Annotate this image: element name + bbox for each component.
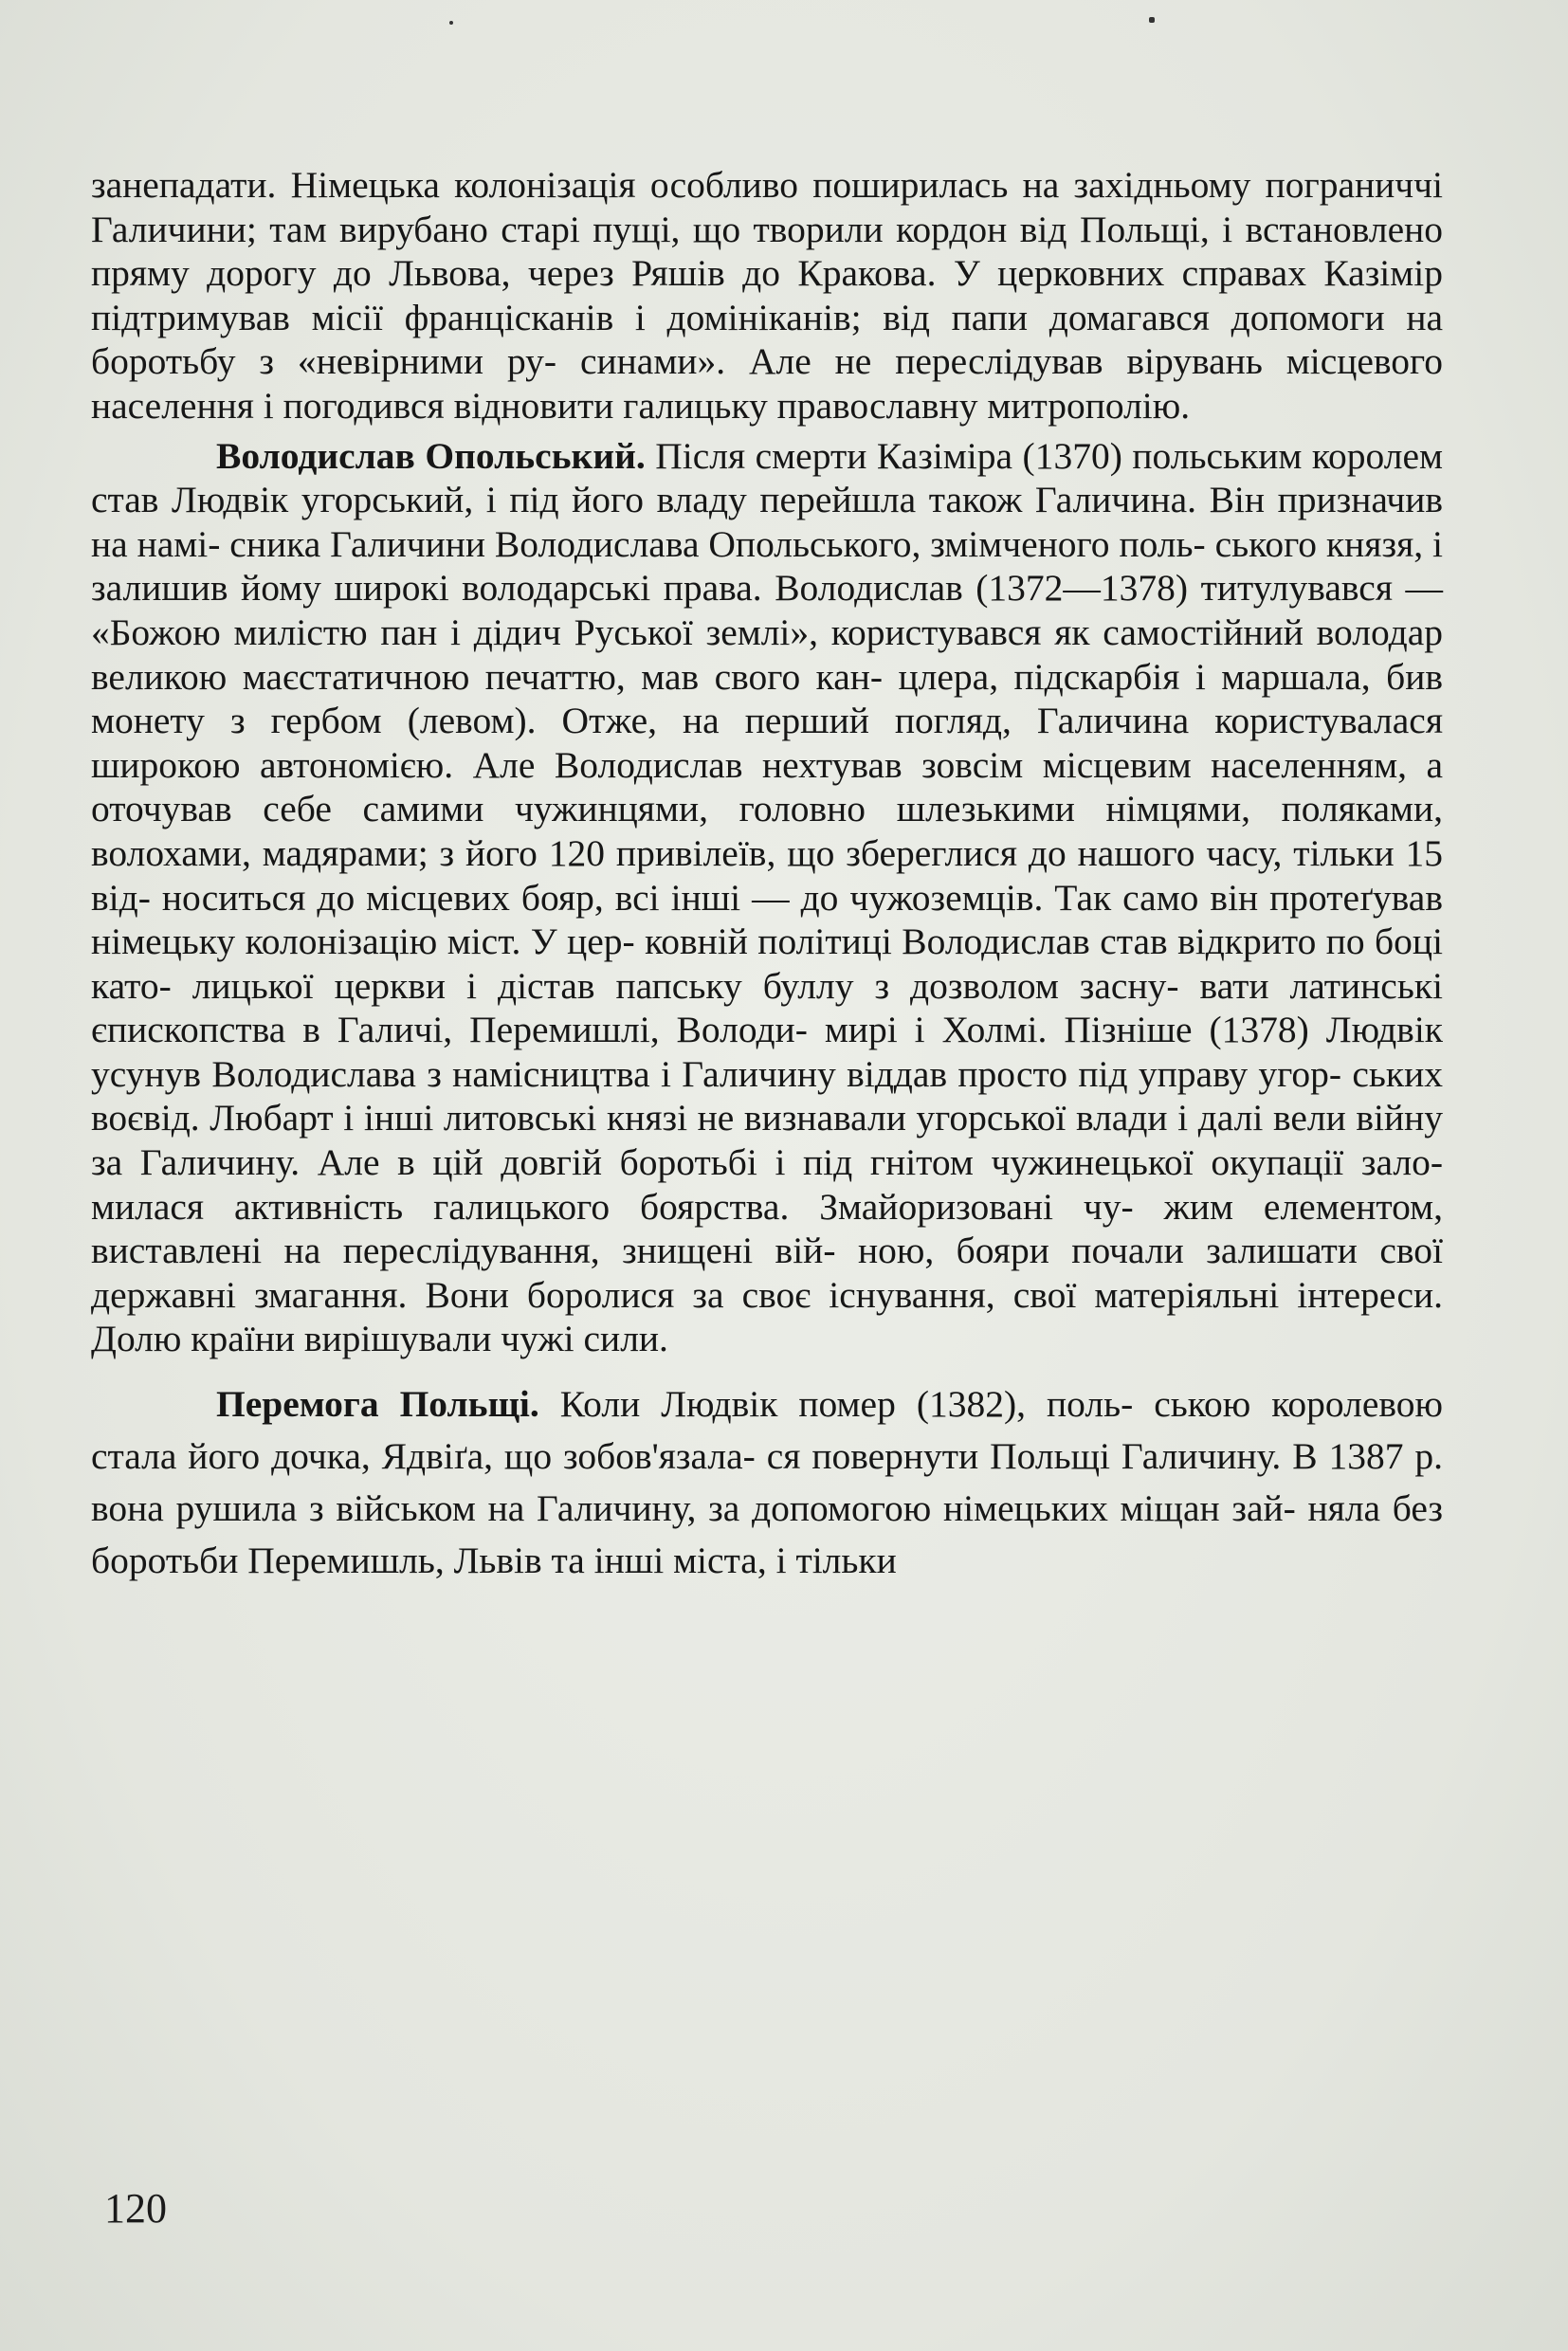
- paragraph-volodyslav: [91, 434, 1443, 1361]
- body-text: [91, 163, 1443, 1587]
- scan-speck: [1149, 17, 1155, 23]
- paragraph-body: Після смерти Казіміра (1370) польським королем став Людвік угорський, і під його владу перейшла також Галичина. Він призначив на намі- сника Галичини Володислава Опольського, змімченого поль- ського князя, і залишив йому широкі володарські права. Володислав (1372—1378) титулувався — «Божою милістю пан і дідич Руської землі», користувався як самостійний володар великою маєстатичною печаттю, мав свого кан- цлера, підскарбія і маршала, бив монету з гербом (левом). Отже, на перший погляд, Галичина користувалася широкою автономією. Але Володислав нехтував зовсім місцевим населенням, а оточував себе самими чужинцями, головно шлезькими німцями, поляками, волохами, мадярами; з його 120 привілеїв, що збереглися до нашого часу, тільки 15 від- носиться до місцевих бояр, всі інші — до чужоземців. Так само він протеґував німецьку колонізацію міст. У цер- ковній політиці Володислав став відкрито по боці като- лицької церкви і дістав папську буллу з дозволом засну- вати латинські єпископства в Галичі, Перемишлі, Володи- мирі і Холмі. Пізніше (1378) Людвік усунув Володислава з намісництва і Галичину віддав просто під управу угор- ських воєвід. Любарт і інші литовські князі не визнавали угорської влади і далі вели війну за Галичину. Але в цій довгій боротьбі і під гнітом чужинецької окупації зало- милася активність галицького боярства. Змайоризовані чу- жим елементом, виставлені на переслідування, знищені вій- ною, бояри почали залишати свої державні змагання. Вони боролися за своє існування, свої матеріяльні інтереси. Долю країни вирішували чужі сили.: [91, 434, 1444, 1360]
- paragraph-intro: [91, 163, 1443, 428]
- paragraph-body: занепадати. Німецька колонізація особливо поширилась на західньому пограниччі Галичини; там вирубано старі пущі, що творили кордон від Польщі, і встановлено пряму дорогу до Львова, через Ряшів до Кракова. У церковних справах Казімір підтримував місії францісканів і домініканів; від папи домагався допомоги на боротьбу з «невірними ру- синами». Але не переслідував вірувань місцевого населення і погодився відновити галицьку православну митрополію.: [91, 164, 1443, 427]
- page-number: 120: [104, 2185, 167, 2232]
- paragraph-victory-of-poland: [91, 1378, 1443, 1587]
- section-heading: Володислав Опольський.: [216, 434, 646, 477]
- scan-speck: [449, 21, 453, 25]
- paragraph-body: Коли Людвік помер (1382), поль- ською королевою стала його дочка, Ядвіґа, що зобов'язала- ся повернути Польщі Галичину. В 1387 р. вона рушила з військом на Галичину, за допомогою німецьких міщан зай- няла без боротьби Перемишль, Львів та інші міста, і тільки: [91, 1383, 1444, 1582]
- section-heading: Перемога Польщі.: [216, 1383, 539, 1426]
